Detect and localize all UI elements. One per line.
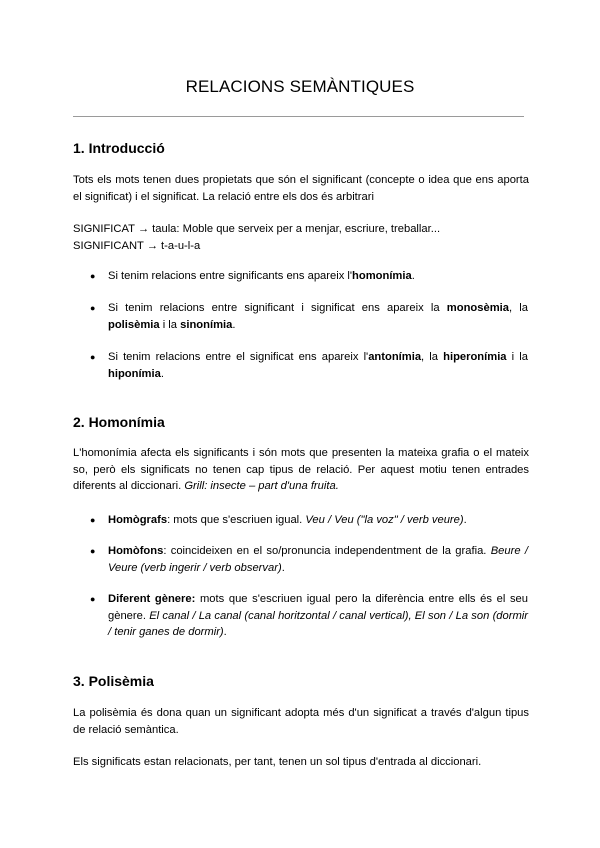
list-item: Diferent gènere: mots que s'escriuen igual pero la diferència entre ells és el seu gènere. El canal / La canal (canal horitzontal / canal vertical), El son / La son (dormir / tenir ganes de dormir). — [108, 593, 528, 638]
example-significat: SIGNIFICAT → taula: Moble que serveix per a menjar, escriure, treballar... — [73, 223, 441, 235]
bullet-icon: ● — [90, 515, 96, 525]
bullet-icon: ● — [90, 594, 96, 604]
list-item: Homògrafs: mots que s'escriuen igual. Veu / Veu ("la voz" / verb veure). — [108, 514, 467, 526]
section-heading-introduccio: 1. Introducció — [73, 140, 165, 156]
polisemia-paragraph-1: La polisèmia és dona quan un significant adopta més d'un significat a través d'algun tipus de relació semàntica. — [73, 707, 529, 736]
list-item: Si tenim relacions entre significant i significat ens apareix la monosèmia, la polisèmia i la sinonímia. — [108, 302, 528, 331]
list-item: Si tenim relacions entre significants ens apareix l'homonímia. — [108, 270, 415, 282]
bullet-icon: ● — [90, 303, 96, 313]
polisemia-paragraph-2: Els significats estan relacionats, per tant, tenen un sol tipus d'entrada al diccionari. — [73, 756, 482, 768]
homonimia-paragraph: L'homonímia afecta els significants i són mots que presenten la mateixa grafia o el mateix so, però els significats no tenen cap tipus de relació. Per aquest motiu tenen entrades diferents al diccionari. Grill: insecte – part d'una fruita. — [73, 447, 529, 492]
page-title: RELACIONS SEMÀNTIQUES — [185, 77, 415, 96]
intro-paragraph: Tots els mots tenen dues propietats que són el significant (concepte o idea que ens aporta el significat) i el significat. La relació entre els dos és arbitrari — [73, 174, 529, 203]
bullet-icon: ● — [90, 352, 96, 362]
bullet-icon: ● — [90, 271, 96, 281]
example-significant: SIGNIFICANT → t-a-u-l-a — [73, 239, 201, 252]
list-item: Homòfons: coincideixen en el so/pronuncia independentment de la grafia. Beure / Veure (verb ingerir / verb observar). — [108, 545, 528, 574]
bullet-icon: ● — [90, 546, 96, 556]
title-divider — [73, 116, 524, 117]
section-heading-polisemia: 3. Polisèmia — [73, 673, 154, 689]
section-heading-homonimia: 2. Homonímia — [73, 414, 165, 430]
list-item: Si tenim relacions entre el significat ens apareix l'antonímia, la hiperonímia i la hiponímia. — [108, 351, 528, 380]
